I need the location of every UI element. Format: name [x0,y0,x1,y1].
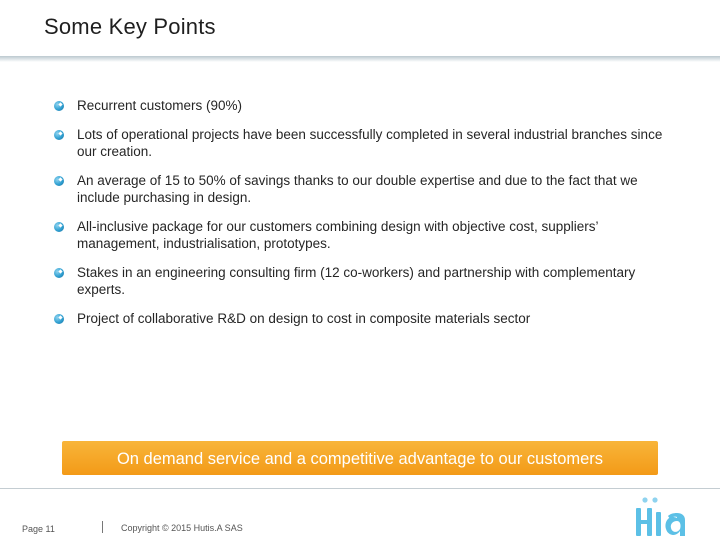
bullet-icon [54,176,64,186]
list-item [54,172,674,207]
key-points-list [54,97,674,338]
bullet-icon [54,314,64,324]
bullet-icon [54,222,64,232]
list-item [54,218,674,253]
list-item-text: Lots of operational projects have been successfully completed in several industrial branches since our creation. [77,126,663,159]
bullet-icon [54,101,64,111]
footer-separator [102,521,103,533]
page-number: Page 11 [22,524,55,534]
company-logo-icon [632,496,690,540]
list-item [54,126,674,161]
highlight-banner: On demand service and a competitive advantage to our customers [62,441,658,475]
page-title: Some Key Points [44,14,216,39]
list-item [54,264,674,299]
footer-divider [0,488,720,489]
list-item-text: All-inclusive package for our customers combining design with objective cost, suppliers’ management, industrialisation, prototypes. [77,218,598,251]
list-item [54,97,674,115]
title-divider [0,56,720,62]
bullet-icon [54,130,64,140]
list-item-text: An average of 15 to 50% of savings thanks to our double expertise and due to the fact that we include purchasing in design. [77,172,638,205]
copyright-text: Copyright © 2015 Hutis.A SAS [121,523,243,533]
bullet-icon [54,268,64,278]
list-item-text: Recurrent customers (90%) [77,98,243,113]
list-item-text: Project of collaborative R&D on design to cost in composite materials sector [77,310,531,326]
list-item-text: Stakes in an engineering consulting firm (12 co-workers) and partnership with complementary experts. [77,264,636,297]
list-item [54,310,674,328]
